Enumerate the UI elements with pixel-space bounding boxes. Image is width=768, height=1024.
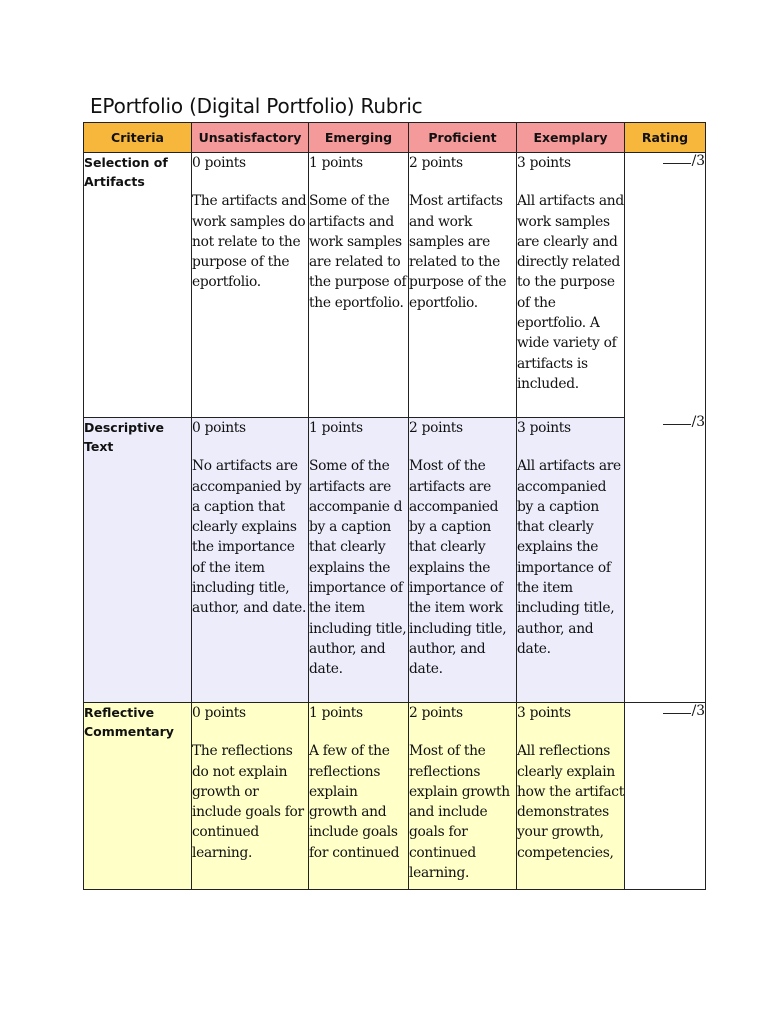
points-label: 0 points — [192, 420, 246, 436]
table-row — [84, 418, 706, 703]
points-label: 3 points — [517, 705, 571, 721]
emerging-cell — [309, 153, 409, 418]
criteria-label: Descriptive Text — [84, 418, 192, 703]
rating-max: /3 — [691, 703, 705, 719]
rating-max: /3 — [691, 153, 705, 169]
exemplary-cell — [517, 418, 625, 703]
points-label: 0 points — [192, 705, 246, 721]
header-emerging: Emerging — [309, 123, 409, 153]
points-label: 2 points — [409, 705, 463, 721]
points-label: 2 points — [409, 420, 463, 436]
level-description: Some of the artifacts are accompanie d by a caption that clearly explains the importance of the item including title, author, and date. — [309, 458, 407, 678]
rating-blank-line — [663, 163, 691, 164]
level-description: A few of the reflections explain growth and include goals for continued — [309, 743, 400, 861]
exemplary-cell — [517, 153, 625, 418]
level-description: The reflections do not explain growth or include goals for continued learning. — [192, 743, 304, 861]
level-description: All artifacts and work samples are clearly and directly related to the purpose of the eportfolio. A wide variety of artifacts is included. — [517, 193, 624, 392]
rating-blank-line — [663, 424, 691, 425]
proficient-cell — [409, 703, 517, 890]
level-description: Most of the reflections explain growth and include goals for continued learning. — [409, 743, 510, 882]
level-description: All reflections clearly explain how the artifact demonstrates your growth, competencies, — [517, 743, 624, 861]
rating-cell — [625, 413, 706, 703]
rating-wrapper — [625, 414, 705, 430]
level-description: The artifacts and work samples do not relate to the purpose of the eportfolio. — [192, 193, 307, 291]
points-label: 1 points — [309, 420, 363, 436]
table-row — [84, 703, 706, 890]
points-label: 1 points — [309, 155, 363, 171]
header-criteria: Criteria — [84, 123, 192, 153]
header-exemplary: Exemplary — [517, 123, 625, 153]
points-label: 2 points — [409, 155, 463, 171]
emerging-cell — [309, 418, 409, 703]
unsatisfactory-cell — [192, 418, 309, 703]
points-label: 3 points — [517, 420, 571, 436]
unsatisfactory-cell — [192, 703, 309, 890]
proficient-cell — [409, 418, 517, 703]
rating-cell — [625, 703, 706, 890]
header-row — [84, 123, 706, 153]
emerging-cell — [309, 703, 409, 890]
level-description: All artifacts are accompanied by a caption that clearly explains the importance of the item including title, author, and date. — [517, 458, 621, 657]
points-label: 3 points — [517, 155, 571, 171]
rating-cell — [625, 153, 706, 418]
header-rating: Rating — [625, 123, 706, 153]
criteria-label: Selection of Artifacts — [84, 153, 192, 418]
level-description: No artifacts are accompanied by a caption that clearly explains the importance of the item including title, author, and date. — [192, 458, 307, 617]
rating-max: /3 — [691, 413, 705, 430]
level-description: Most of the artifacts are accompanied by a caption that clearly explains the importance of the item work including title, author, and date. — [409, 458, 507, 678]
header-proficient: Proficient — [409, 123, 517, 153]
exemplary-cell — [517, 703, 625, 890]
criteria-label: Reflective Commentary — [84, 703, 192, 890]
proficient-cell — [409, 153, 517, 418]
page-title: EPortfolio (Digital Portfolio) Rubric — [90, 94, 423, 118]
rubric-table — [83, 122, 706, 890]
unsatisfactory-cell — [192, 153, 309, 418]
table-row — [84, 153, 706, 418]
level-description: Most artifacts and work samples are related to the purpose of the eportfolio. — [409, 193, 507, 311]
level-description: Some of the artifacts and work samples are related to the purpose of the eportfolio. — [309, 193, 407, 311]
points-label: 1 points — [309, 705, 363, 721]
header-unsatisfactory: Unsatisfactory — [192, 123, 309, 153]
points-label: 0 points — [192, 155, 246, 171]
rating-blank-line — [663, 713, 691, 714]
